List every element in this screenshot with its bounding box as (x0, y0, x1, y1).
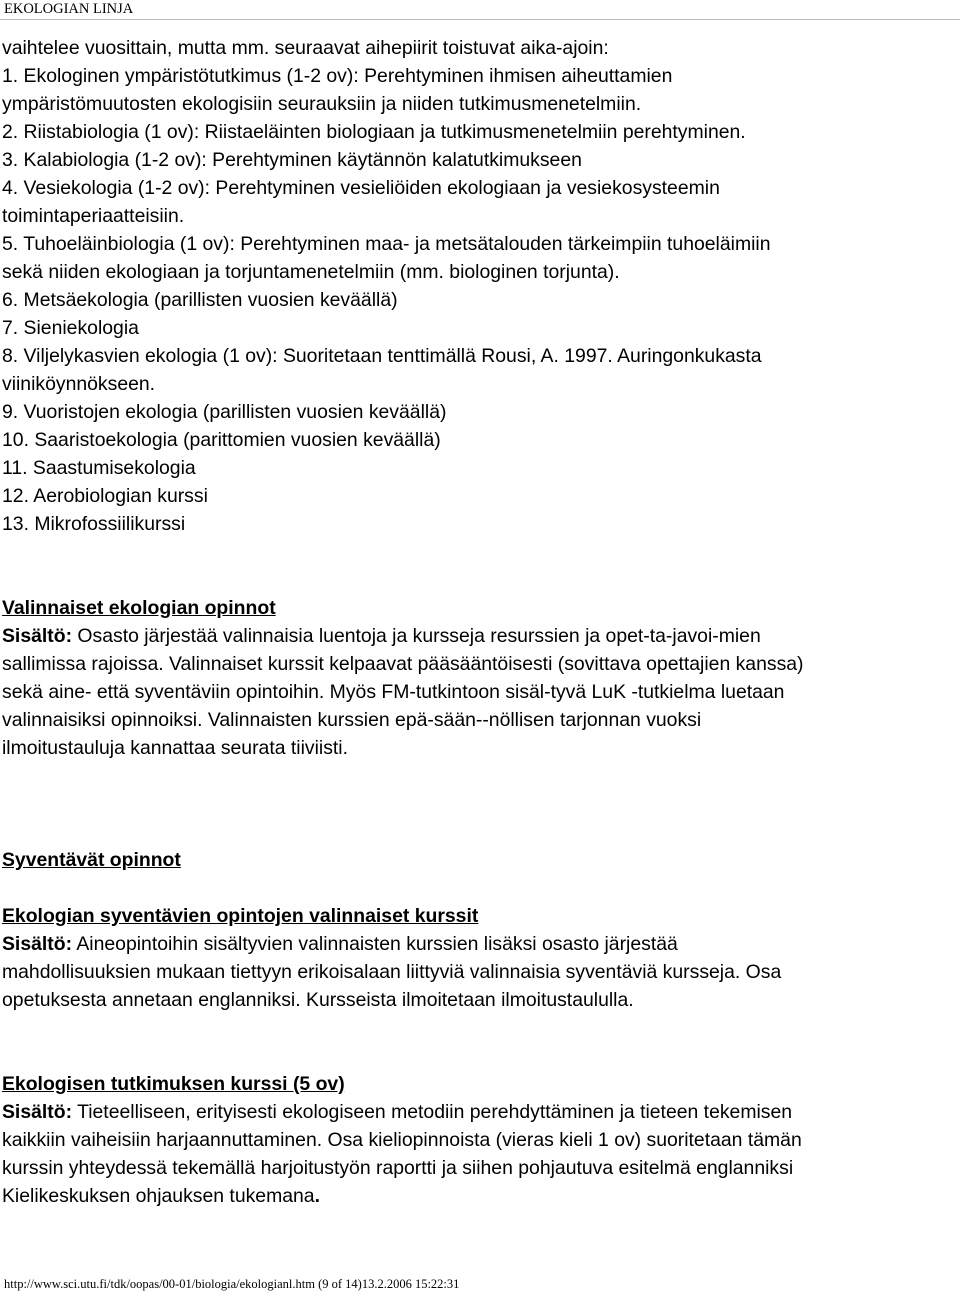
list-line: 10. Saaristoekologia (parittomien vuosien keväällä) (2, 429, 441, 451)
header-divider (0, 19, 960, 20)
section-heading: Valinnaiset ekologian opinnot (2, 597, 276, 619)
section-heading: Ekologisen tutkimuksen kurssi (5 ov) (2, 1073, 345, 1095)
paragraph-line (2, 1182, 952, 1210)
page-footer-url: http://www.sci.utu.fi/tdk/oopas/00-01/biologia/ekologianl.htm (9 of 14)13.2.2006 15:22:31 (4, 1277, 460, 1291)
list-line: 5. Tuhoeläinbiologia (1 ov): Perehtyminen maa- ja metsätalouden tärkeimpiin tuhoeläimiin (2, 233, 771, 255)
spacer (2, 538, 952, 594)
page-header-title: EKOLOGIAN LINJA (4, 1, 134, 17)
paragraph-text: Aineopintoihin sisältyvien valinnaisten kurssien lisäksi osasto järjestää (72, 933, 678, 955)
paragraph-line: ilmoitustauluja kannattaa seurata tiiviisti. (2, 737, 348, 759)
spacer (2, 874, 952, 902)
paragraph-line: opetuksesta annetaan englanniksi. Kursseista ilmoitetaan ilmoitustaululla. (2, 989, 634, 1011)
paragraph-line: kaikkiin vaiheisiin harjaannuttaminen. Osa kieliopinnoista (vieras kieli 1 ov) suoritetaan tämän (2, 1129, 802, 1151)
paragraph-line (2, 1098, 952, 1126)
content-label: Sisältö: (2, 1101, 73, 1123)
list-line: 13. Mikrofossiilikurssi (2, 513, 186, 535)
list-line: 12. Aerobiologian kurssi (2, 485, 208, 507)
list-line: vaihtelee vuosittain, mutta mm. seuraavat aihepiirit toistuvat aika-ajoin: (2, 37, 609, 59)
final-period: . (314, 1185, 320, 1207)
spacer (2, 762, 952, 846)
list-line: 6. Metsäekologia (parillisten vuosien keväällä) (2, 289, 398, 311)
paragraph-line: sallimissa rajoissa. Valinnaiset kurssit kelpaavat pääsääntöisesti (sovittava opettajien kanssa) (2, 653, 804, 675)
document-body (2, 34, 952, 1210)
paragraph-text: Tieteelliseen, erityisesti ekologiseen metodiin perehdyttäminen ja tieteen tekemisen (72, 1101, 793, 1123)
list-line: 2. Riistabiologia (1 ov): Riistaeläinten biologiaan ja tutkimusmenetelmiin perehtyminen. (2, 121, 746, 143)
paragraph-line: mahdollisuuksien mukaan tiettyyn erikoisalaan liittyviä valinnaisia syventäviä kursseja. Osa (2, 961, 782, 983)
paragraph-line: valinnaisiksi opinnoiksi. Valinnaisten kurssien epä-sään--nöllisen tarjonnan vuoksi (2, 709, 702, 731)
list-line: 4. Vesiekologia (1-2 ov): Perehtyminen vesieliöiden ekologiaan ja vesiekosysteemin (2, 177, 720, 199)
paragraph-line: sekä aine- että syventäviin opintoihin. Myös FM-tutkintoon sisäl-tyvä LuK -tutkielma luetaan (2, 681, 785, 703)
list-line: sekä niiden ekologiaan ja torjuntamenetelmiin (mm. biologinen torjunta). (2, 261, 620, 283)
list-line: 9. Vuoristojen ekologia (parillisten vuosien keväällä) (2, 401, 447, 423)
list-line: ympäristömuutosten ekologisiin seurauksiin ja niiden tutkimusmenetelmiin. (2, 93, 642, 115)
list-line: 1. Ekologinen ympäristötutkimus (1-2 ov): Perehtyminen ihmisen aiheuttamien (2, 65, 673, 87)
list-line: 11. Saastumisekologia (2, 457, 196, 479)
subsection-heading: Ekologian syventävien opintojen valinnaiset kurssit (2, 905, 479, 927)
list-line: 7. Sieniekologia (2, 317, 139, 339)
list-line: 8. Viljelykasvien ekologia (1 ov): Suoritetaan tenttimällä Rousi, A. 1997. Auringonkukasta (2, 345, 762, 367)
paragraph-line (2, 930, 952, 958)
paragraph-line (2, 622, 952, 650)
content-label: Sisältö: (2, 625, 73, 647)
section-valinnaiset (2, 594, 952, 762)
section-syventavat (2, 846, 952, 1014)
list-line: 3. Kalabiologia (1-2 ov): Perehtyminen käytännön kalatutkimukseen (2, 149, 582, 171)
spacer (2, 1014, 952, 1070)
section-tutkimuskurssi (2, 1070, 952, 1210)
paragraph-line: kurssin yhteydessä tekemällä harjoitustyön raportti ja siihen pohjautuva esitelmä englanniksi (2, 1157, 794, 1179)
content-label: Sisältö: (2, 933, 73, 955)
list-line: toimintaperiaatteisiin. (2, 205, 185, 227)
course-topic-list (2, 34, 952, 538)
list-line: viiniköynnökseen. (2, 373, 156, 395)
section-heading: Syventävät opinnot (2, 849, 181, 871)
paragraph-text: Kielikeskuksen ohjauksen tukemana (2, 1185, 315, 1207)
paragraph-text: Osasto järjestää valinnaisia luentoja ja kursseja resurssien ja opet-ta-javoi-mien (72, 625, 761, 647)
